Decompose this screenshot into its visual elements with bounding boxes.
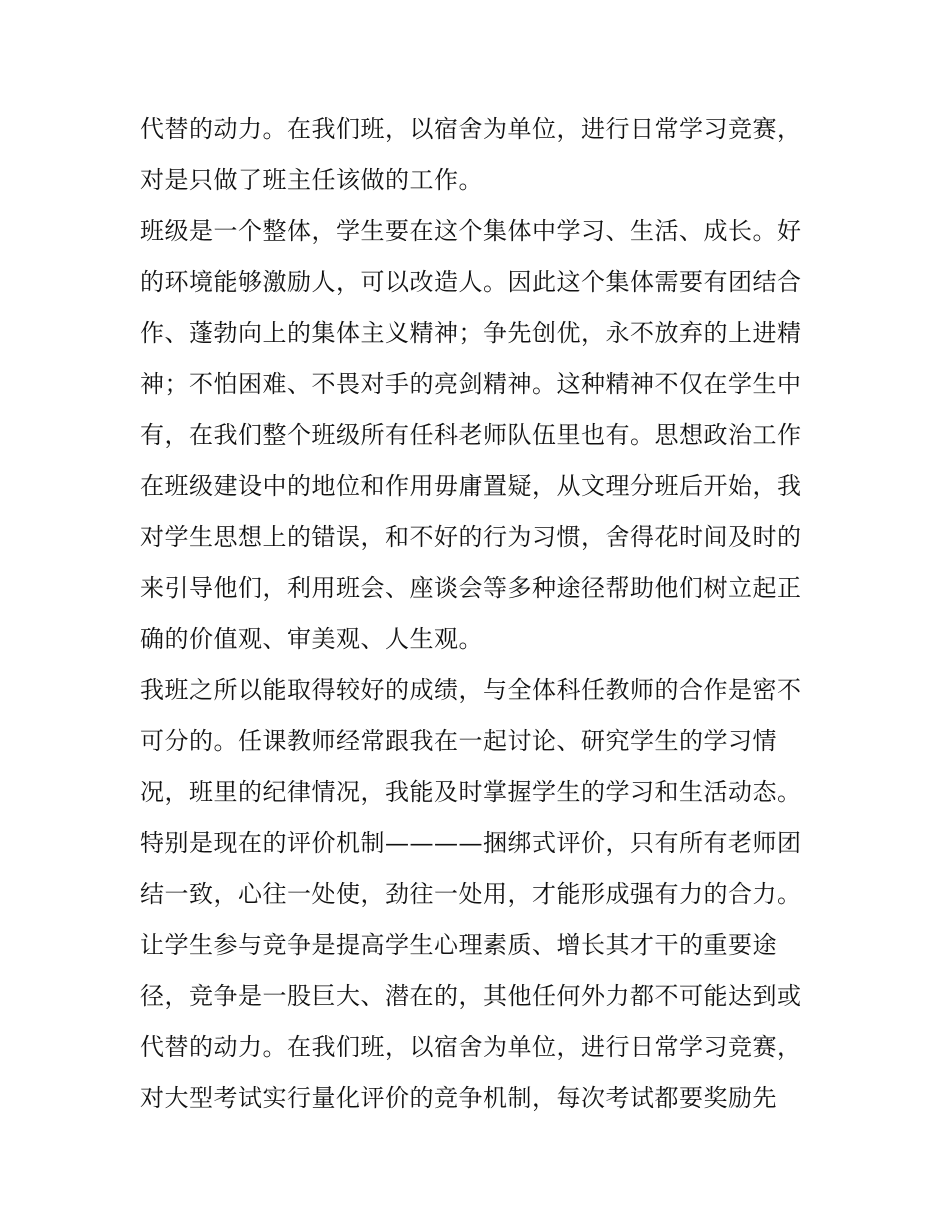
- text-line: 的环境能够激励人，可以改造人。因此这个集体需要有团结合: [140, 268, 802, 296]
- text-line: 让学生参与竞争是提高学生心理素质、增长其才干的重要途: [140, 931, 777, 959]
- text-line: 在班级建设中的地位和作用毋庸置疑，从文理分班后开始，我: [140, 472, 802, 500]
- text-line: 作、蓬勃向上的集体主义精神；争先创优，永不放弃的上进精: [140, 319, 802, 347]
- text-line: 对学生思想上的错误，和不好的行为习惯，舍得花时间及时的: [140, 523, 802, 551]
- text-line: 对大型考试实行量化评价的竞争机制，每次考试都要奖励先: [140, 1084, 777, 1112]
- text-line: 有，在我们整个班级所有任科老师队伍里也有。思想政治工作: [140, 421, 802, 449]
- text-line: 代替的动力。在我们班，以宿舍为单位，进行日常学习竞赛，: [140, 115, 802, 143]
- text-line: 来引导他们，利用班会、座谈会等多种途径帮助他们树立起正: [140, 574, 802, 602]
- text-line: 径，竞争是一股巨大、潜在的，其他任何外力都不可能达到或: [140, 982, 802, 1010]
- text-line: 特别是现在的评价机制————捆绑式评价，只有所有老师团: [140, 829, 802, 857]
- text-line: 代替的动力。在我们班，以宿舍为单位，进行日常学习竞赛，: [140, 1033, 802, 1061]
- text-line: 班级是一个整体，学生要在这个集体中学习、生活、成长。好: [140, 217, 802, 245]
- text-line: 我班之所以能取得较好的成绩，与全体科任教师的合作是密不: [140, 676, 802, 704]
- body-text: [140, 104, 820, 1124]
- text-line: 可分的。任课教师经常跟我在一起讨论、研究学生的学习情: [140, 727, 777, 755]
- text-line: 神；不怕困难、不畏对手的亮剑精神。这种精神不仅在学生中: [140, 370, 802, 398]
- text-line: 对是只做了班主任该做的工作。: [140, 166, 483, 194]
- text-line: 确的价值观、审美观、人生观。: [140, 625, 483, 653]
- text-line: 况，班里的纪律情况，我能及时掌握学生的学习和生活动态。: [140, 778, 802, 806]
- text-line: 结一致，心往一处使，劲往一处用，才能形成强有力的合力。: [140, 880, 802, 908]
